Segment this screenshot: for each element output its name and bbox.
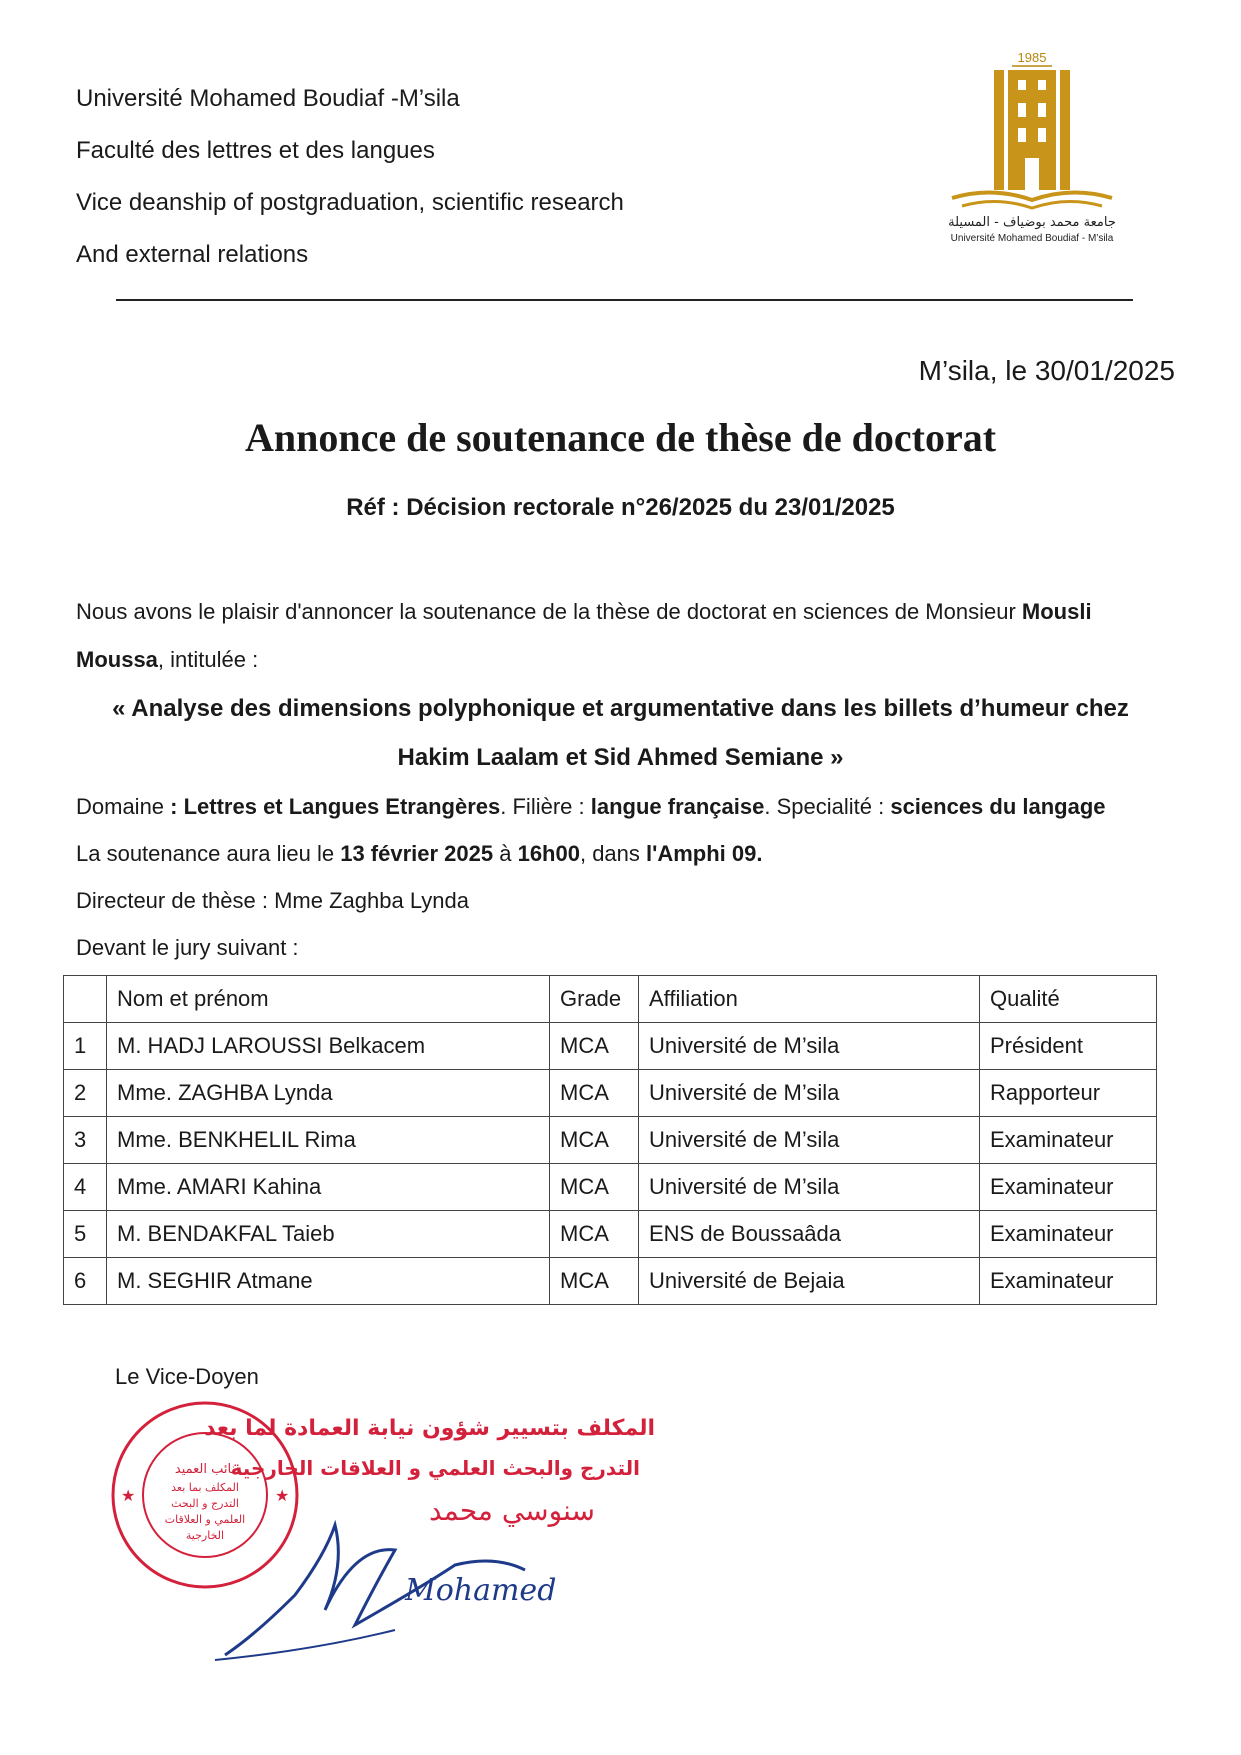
svg-text:★: ★: [275, 1486, 290, 1505]
defense-place: l'Amphi 09.: [646, 841, 763, 866]
candidate-surname: Mousli: [1021, 599, 1092, 624]
date-line: M’sila, le 30/01/2025: [918, 355, 1175, 386]
member-grade: MCA: [550, 1023, 639, 1070]
member-affiliation: ENS de Boussaâda: [639, 1211, 980, 1258]
intro-suffix: , intitulée :: [157, 647, 259, 672]
header-grade: Grade: [550, 976, 639, 1023]
svg-text:التدرج والبحث العلمي و العلاقا: التدرج والبحث العلمي و العلاقات الخارجية: [230, 1456, 640, 1480]
logo-arabic-name: جامعة محمد بوضياف - المسيلة: [948, 215, 1116, 230]
title-stamp: [204, 1416, 655, 1527]
domain-label: Domaine: [76, 794, 171, 819]
member-affiliation: Université de M’sila: [639, 1070, 980, 1117]
row-number: 6: [64, 1258, 107, 1305]
row-number: 5: [64, 1211, 107, 1258]
schedule-line: [76, 840, 763, 868]
header-divider: [116, 299, 1133, 301]
page-title: Annonce de soutenance de thèse de doctorat: [244, 415, 997, 460]
signature-text: Mohamed: [405, 1573, 557, 1608]
stamp-name: سنوسي محمد: [428, 1494, 595, 1527]
member-quality: Rapporteur: [980, 1070, 1157, 1117]
member-grade: MCA: [550, 1164, 639, 1211]
specialite-label: . Specialité :: [764, 794, 891, 819]
header-name: Nom et prénom: [107, 976, 550, 1023]
candidate-firstname: Moussa: [76, 647, 158, 672]
member-name: Mme. BENKHELIL Rima: [107, 1117, 550, 1164]
vice-dean-title: Le Vice-Doyen: [115, 1364, 259, 1389]
svg-text:نائب العميد: نائب العميد: [174, 1462, 236, 1477]
table-row: [64, 1117, 1157, 1164]
member-grade: MCA: [550, 1070, 639, 1117]
vice-deanship-line: Vice deanship of postgraduation, scientific research: [76, 189, 624, 216]
stamp-and-signature: [95, 1395, 695, 1675]
svg-text:المكلف بتسيير شؤون نيابة العما: المكلف بتسيير شؤون نيابة العمادة لما بعد: [204, 1416, 655, 1441]
svg-text:المكلف بما بعد: المكلف بما بعد: [171, 1481, 239, 1494]
svg-text:التدرج و البحث: التدرج و البحث: [171, 1497, 239, 1510]
member-quality: Examinateur: [980, 1258, 1157, 1305]
row-number: 3: [64, 1117, 107, 1164]
filiere-label: . Filière :: [500, 794, 591, 819]
external-relations-line: And external relations: [76, 241, 309, 268]
member-quality: Examinateur: [980, 1117, 1157, 1164]
jury-intro: Devant le jury suivant :: [76, 935, 299, 960]
member-name: Mme. ZAGHBA Lynda: [107, 1070, 550, 1117]
reference-line: Réf : Décision rectorale n°26/2025 du 23/01/2025: [346, 494, 895, 521]
thesis-title-line-2: Hakim Laalam et Sid Ahmed Semiane »: [397, 744, 844, 771]
intro-text: Nous avons le plaisir d'annoncer la soutenance de la thèse de doctorat en sciences de Monsieur: [76, 599, 1022, 624]
domain-line: [76, 793, 1106, 821]
director-line: Directeur de thèse : Mme Zaghba Lynda: [76, 888, 469, 913]
intro-line-1: [76, 598, 1092, 626]
logo-french-name: Université Mohamed Boudiaf - M’sila: [950, 233, 1114, 243]
row-number: 1: [64, 1023, 107, 1070]
university-name: Université Mohamed Boudiaf -M’sila: [76, 85, 460, 112]
header-affiliation: Affiliation: [639, 976, 980, 1023]
member-name: Mme. AMARI Kahina: [107, 1164, 550, 1211]
row-number: 2: [64, 1070, 107, 1117]
member-affiliation: Université de M’sila: [639, 1117, 980, 1164]
defense-date: 13 février 2025: [340, 841, 494, 866]
member-grade: MCA: [550, 1211, 639, 1258]
member-quality: Examinateur: [980, 1164, 1157, 1211]
member-affiliation: Université de M’sila: [639, 1164, 980, 1211]
logo-year: 1985: [1017, 50, 1047, 65]
schedule-prefix: La soutenance aura lieu le: [76, 841, 341, 866]
table-row: [64, 1164, 1157, 1211]
member-quality: Examinateur: [980, 1211, 1157, 1258]
schedule-at: à: [493, 841, 518, 866]
specialite-value: sciences du langage: [890, 794, 1106, 819]
university-logo-graphic: [918, 48, 1146, 243]
jury-table-header: [64, 976, 1157, 1023]
member-grade: MCA: [550, 1258, 639, 1305]
member-name: M. SEGHIR Atmane: [107, 1258, 550, 1305]
jury-table: [63, 975, 1157, 1305]
table-row: [64, 1258, 1157, 1305]
stamp-signature-graphic: [95, 1395, 695, 1675]
svg-text:الخارجية: الخارجية: [185, 1529, 225, 1542]
member-grade: MCA: [550, 1117, 639, 1164]
thesis-title-line-1: « Analyse des dimensions polyphonique et argumentative dans les billets d’humeur chez: [112, 695, 1129, 722]
filiere-value: langue française: [590, 794, 765, 819]
defense-time: 16h00: [517, 841, 580, 866]
header-quality: Qualité: [980, 976, 1157, 1023]
svg-text:★: ★: [121, 1486, 136, 1505]
member-quality: Président: [980, 1023, 1157, 1070]
table-row: [64, 1023, 1157, 1070]
header-number: [64, 976, 107, 1023]
member-affiliation: Université de M’sila: [639, 1023, 980, 1070]
member-name: M. HADJ LAROUSSI Belkacem: [107, 1023, 550, 1070]
faculty-name: Faculté des lettres et des langues: [76, 137, 435, 164]
member-name: M. BENDAKFAL Taieb: [107, 1211, 550, 1258]
table-row: [64, 1070, 1157, 1117]
university-logo: [918, 48, 1146, 243]
intro-line-2: [76, 646, 258, 674]
svg-text:العلمي و العلاقات: العلمي و العلاقات: [164, 1513, 246, 1526]
schedule-in: , dans: [579, 841, 647, 866]
domain-value: : Lettres et Langues Etrangères: [170, 794, 501, 819]
row-number: 4: [64, 1164, 107, 1211]
handwritten-signature: [215, 1525, 556, 1660]
table-row: [64, 1211, 1157, 1258]
member-affiliation: Université de Bejaia: [639, 1258, 980, 1305]
